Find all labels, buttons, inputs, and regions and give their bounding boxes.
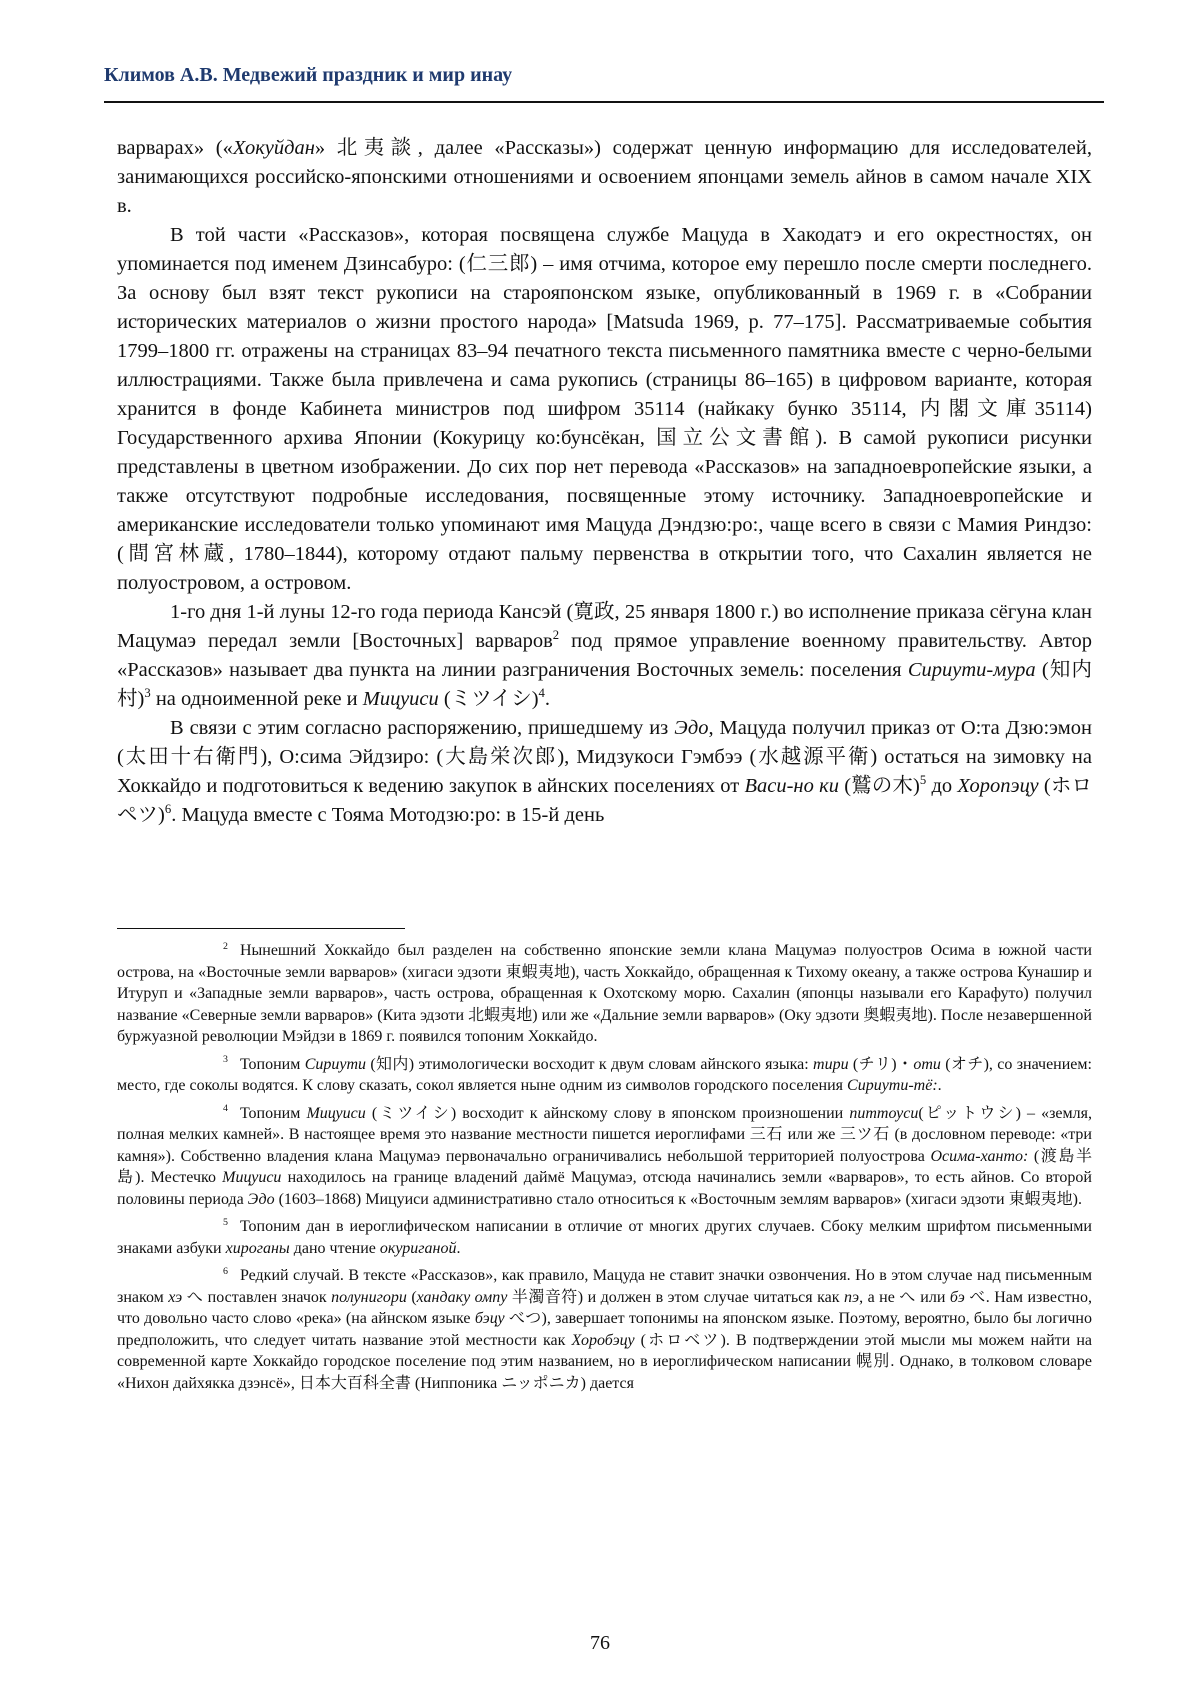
footnote-ref-4[interactable]: 4 (538, 686, 545, 701)
footnote-ref-3[interactable]: 3 (144, 686, 151, 701)
footnote-6: $^6$ Редкий случай. В тексте «Рассказов», как правило, Мацуда не ставит значки озвончения. Но в этом случае над письменным знаком хэ へ поставлен значок полунигори (хандаку омпу 半濁音符) и должен в этом случае читаться как пэ, а не へ или бэ べ. Нам известно, что довольно часто слово «река» (на айнском языке бэцу べつ), завершает топонимы на японском языке. Поэтому, вероятно, было бы логично предположить, что следует читать название этой местности как Хоробэцу (ホロベツ). В подтверждении этой мысли мы можем найти на современной карте Хоккайдо городское поселение под этим названием, но в иероглифическом написании 幌別. Однако, в толковом словаре «Нихон дайхякка дзэнсё», 日本大百科全書 (Ниппоника ニッポニカ) дается (117, 1265, 1092, 1392)
footnote-ref-2[interactable]: 2 (552, 628, 560, 643)
footnote-4: $^4$ Топоним Мицуиси (ミツイシ) восходит к айнскому слову в японском произношении питтоуси(ピットウシ) – «земля, полная мелких камней». В настоящее время это название местности пишется иероглифами 三石 или же 三ツ石 (в дословном переводе: «три камня»). Собственно владения клана Мацумаэ первоначально ограничивались небольшой территорией полуострова Осима-ханто: (渡島半島). Местечко Мицуиси находилось на границе владений даймё Мацумаэ, отсюда начинались земли «варваров», то есть айнов. Со второй половины периода Эдо (1603–1868) Мицуиси административно стало относиться к «Восточным землям варваров» (хигаси эдзоти 東蝦夷地). (117, 1103, 1092, 1208)
running-header: Климов А.В. Медвежий праздник и мир инау (104, 64, 513, 86)
paragraph-4: В связи с этим согласно распоряжению, пришедшему из Эдо, Мацуда получил приказ от О:та Дзю:эмон (太田十右衛門), О:сима Эйдзиро: (大島栄次郎), Мидзукоси Гэмбээ (水越源平衛) остаться на зимовку на Хоккайдо и подготовиться к ведению закупок в айнских поселениях от Васи-но ки (鷲の木)$^5$ до Хоропэцу (ホロペツ)$^6$. Мацуда вместе с Тояма Мотодзю:ро: в 15-й день (117, 717, 1092, 826)
footnote-ref-6[interactable]: 6 (164, 802, 172, 817)
footnote-ref-5[interactable]: 5 (919, 773, 927, 788)
footnote-2: $^2$ Нынешний Хоккайдо был разделен на собственно японские земли клана Мацумаэ полуостров Осима в южной части острова, на «Восточные земли варваров» (хигаси эдзоти 東蝦夷地), часть Хоккайдо, обращенная к Тихому океану, а также острова Кунашир и Итуруп и «Западные земли варваров», часть острова, обращенная к Охотскому морю. Сахалин (японцы называли его Карафуто) получил название «Северные земли варваров» (Кита эдзоти 北蝦夷地) или же «Дальние земли варваров» (Оку эдзоти 奥蝦夷地). После незавершенной буржуазной революции Мэйдзи в 1869 г. появился топоним Хоккайдо. (117, 940, 1092, 1045)
paragraph-3: 1-го дня 1-й луны 12-го года периода Кансэй (寛政, 25 января 1800 г.) во исполнение приказа сёгуна клан Мацумаэ передал земли [Восточных] варваров$^2$ под прямое управление военному правительству. Автор «Рассказов» называет два пункта на линии разграничения Восточных земель: поселения Сириути-мура (知内村)$^3$ на одноименной реке и Мицуиси (ミツイシ)$^4$. (117, 601, 1093, 710)
header-rule (104, 101, 1104, 103)
paragraph-2: В той части «Рассказов», которая посвящена службе Мацуда в Хакодатэ и его окрестностях, он упоминается под именем Дзинсабуро: (仁三郎) – имя отчима, которое ему перешло после смерти последнего. За основу был взят текст рукописи на старояпонском языке, опубликованный в 1969 г. в «Собрании исторических материалов о жизни простого народа» [Matsuda 1969, p. 77–175]. Рассматриваемые события 1799–1800 гг. отражены на страницах 83–94 печатного текста письменного памятника вместе с черно-белыми иллюстрациями. Также была привлечена и сама рукопись (страницы 86–165) в цифровом варианте, которая хранится в фонде Кабинета министров под шифром 35114 (найкаку бунко 35114, 内閣文庫35114) Государственного архива Японии (Кокурицу ко:бунсёкан, 国立公文書館). В самой рукописи рисунки представлены в цветном изображении. До сих пор нет перевода «Рассказов» на западноевропейские языки, а также отсутствуют подробные исследования, посвященные этому источнику. Западноевропейские и американские исследователи только упоминают имя Мацуда Дэндзю:ро:, чаще всего в связи с Мамия Риндзо: (間宮林蔵, 1780–1844), которому отдают пальму первенства в открытии того, что Сахалин является не полуостровом, а островом. (117, 224, 1092, 594)
footnote-3: $^3$ Топоним Сириути (知内) этимологически восходит к двум словам айнского языка: тири (チリ)・оти (オチ), со значением: место, где соколы водятся. К слову сказать, сокол является ныне одним из символов городского поселения Сириути-тё:. (117, 1054, 1092, 1094)
footnote-separator (117, 928, 405, 929)
paragraph-1: варварах» («Хокуйдан» 北夷談, далее «Рассказы») содержат ценную информацию для исследователей, занимающихся российско-японскими отношениями и освоением японцами земель айнов в самом начале XIX в. (117, 137, 1092, 217)
page-number: 76 (590, 1632, 610, 1654)
footnotes (117, 940, 1092, 1400)
main-text (117, 134, 1092, 830)
footnote-5: $^5$ Топоним дан в иероглифическом написании в отличие от многих других случаев. Сбоку мелким шрифтом письменными знаками азбуки хироганы дано чтение окуриганой. (117, 1216, 1092, 1257)
